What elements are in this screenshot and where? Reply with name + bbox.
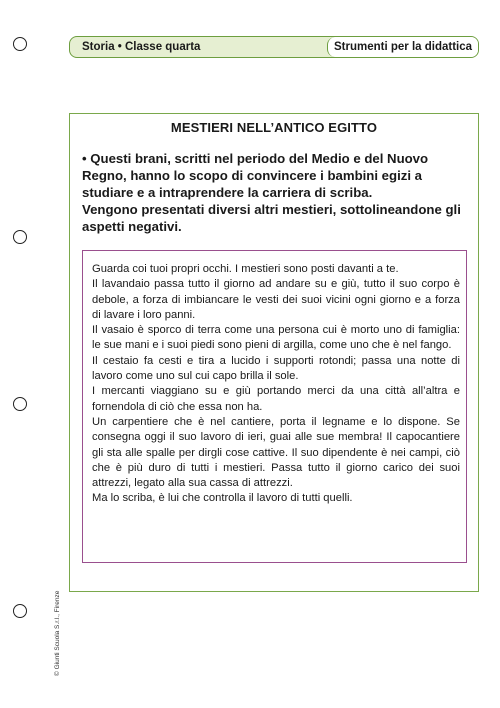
reading-paragraph: Ma lo scriba, è lui che controlla il lavoro di tutti quelli. [92, 492, 353, 505]
header-section: Strumenti per la didattica [327, 37, 478, 57]
binder-hole-1 [13, 37, 27, 51]
reading-paragraph: I mercanti viaggiano su e giù portando merci da una città all’altra e fornendola di ciò che essa non ha. [92, 385, 460, 413]
reading-paragraph: Il cestaio fa cesti e tira a lucido i supporti rotondi; passa una notte di lavoro come uno sul cui capo brilla il sole. [92, 354, 460, 383]
header-subject: Storia • Classe quarta [82, 41, 201, 53]
reading-paragraph: Il lavandaio passa tutto il giorno ad andare su e giù, tutto il suo corpo è debole, a forza di imbiancare le vesti dei suoi vicini ogni giorno e a forza di lavare i loro panni. [92, 278, 460, 321]
copyright-notice: © Giunti Scuola S.r.l., Firenze [54, 590, 61, 676]
binder-hole-2 [13, 230, 27, 244]
page-header [69, 36, 479, 58]
binder-hole-4 [13, 604, 27, 618]
intro-paragraph-2: Vengono presentati diversi altri mestieri, sottolineandone gli aspetti negativi. [82, 202, 461, 234]
intro-paragraph-1: • Questi brani, scritti nel periodo del Medio e del Nuovo Regno, hanno lo scopo di convincere i bambini egizi a studiare e a intraprendere la carriera di scriba. [82, 151, 429, 200]
reading-paragraph: Il vasaio è sporco di terra come una persona cui è morto uno di famiglia: le sue mani e i suoi piedi sono pieni di argilla, come uno che è nel fango. [92, 324, 460, 352]
intro-text [82, 150, 467, 235]
page-title: MESTIERI NELL’ANTICO EGITTO [170, 120, 378, 135]
reading-paragraph: Guarda coi tuoi propri occhi. I mestieri sono posti davanti a te. [92, 263, 399, 275]
reading-text [92, 262, 460, 507]
reading-paragraph: Un carpentiere che è nel cantiere, porta il legname e lo dispone. Se consegna oggi il suo lavoro di ieri, guai alle sue membra! Il capocantiere gli sta alle spalle per dirgli cose cattive. Il suo dipendente è nei campi, ciò che è più duro di tutti i mestieri. Passa tutto il giorno carico dei suoi attrezzi, legato alla sua cassa di attrezzi. [92, 415, 460, 490]
binder-hole-3 [13, 397, 27, 411]
